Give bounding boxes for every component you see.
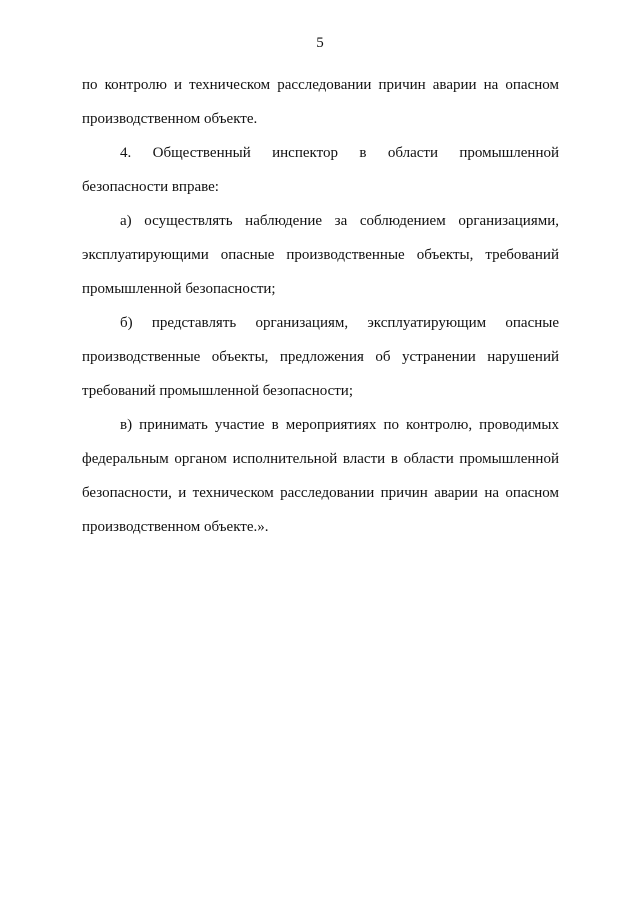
document-body: [82, 68, 559, 544]
paragraph-subitem-v: в) принимать участие в мероприятиях по контролю, проводимых федеральным органом исполнительной власти в области промышленной безопасности, и техническом расследовании причин аварии на опасном производственном объекте.».: [82, 417, 559, 535]
paragraph-continuation: по контролю и техническом расследовании причин аварии на опасном производственном объекте.: [82, 77, 559, 127]
page-number: 5: [316, 35, 324, 51]
paragraph-subitem-a: а) осуществлять наблюдение за соблюдением организациями, эксплуатирующими опасные производственные объекты, требований промышленной безопасности;: [82, 213, 559, 297]
paragraph-subitem-b: б) представлять организациям, эксплуатирующим опасные производственные объекты, предложения об устранении нарушений требований промышленной безопасности;: [82, 315, 559, 399]
paragraph-item-4: 4. Общественный инспектор в области промышленной безопасности вправе:: [82, 145, 559, 195]
